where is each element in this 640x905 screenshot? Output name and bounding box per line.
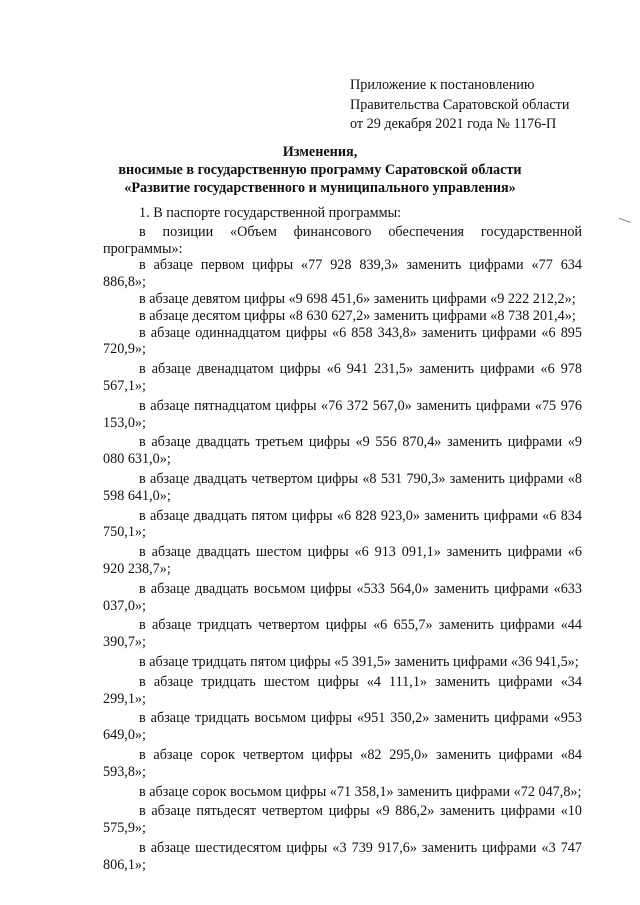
title-line: Изменения,: [282, 144, 358, 160]
approval-header-line: Приложение к постановлению: [350, 77, 535, 93]
paragraph: в абзаце двенадцатом цифры «6 941 231,5» заменить цифрами «6 978 567,1»;: [103, 361, 582, 394]
paragraph: в абзаце пятьдесят четвертом цифры «9 886,2» заменить цифрами «10 575,9»;: [103, 803, 582, 837]
approval-header-line: Правительства Саратовской области: [350, 96, 570, 113]
paragraph: в абзаце сорок восьмом цифры «71 358,1» заменить цифрами «72 047,8»;: [139, 783, 582, 800]
paragraph-intro: в позиции «Объем финансового обеспечения государственной программы»:: [103, 223, 582, 257]
paragraph: в абзаце десятом цифры «8 630 627,2» заменить цифрами «8 738 201,4»;: [139, 307, 576, 324]
paragraph: в абзаце первом цифры «77 928 839,3» заменить цифрами «77 634 886,8»;: [103, 257, 582, 291]
paragraph: в абзаце тридцать четвертом цифры «6 655,7» заменить цифрами «44 390,7»;: [103, 617, 582, 651]
title-line: «Развитие государственного и муниципального управления»: [124, 180, 516, 196]
scan-mark: [619, 210, 633, 223]
paragraph: в абзаце сорок четвертом цифры «82 295,0» заменить цифрами «84 593,8»;: [103, 746, 582, 780]
paragraph: в абзаце одиннадцатом цифры «6 858 343,8» заменить цифрами «6 895 720,9»;: [103, 324, 582, 358]
document-title: [0, 143, 640, 197]
paragraph: в абзаце тридцать восьмом цифры «951 350,2» заменить цифрами «953 649,0»;: [103, 710, 582, 744]
paragraph: в абзаце тридцать шестом цифры «4 111,1» заменить цифрами «34 299,1»;: [103, 673, 582, 707]
paragraph: в абзаце двадцать четвертом цифры «8 531 790,3» заменить цифрами «8 598 641,0»;: [103, 470, 582, 504]
section-heading: 1. В паспорте государственной программы:: [139, 205, 402, 221]
approval-header: [350, 76, 600, 135]
approval-header-line: от 29 декабря 2021 года № 1176-П: [350, 116, 557, 132]
document-body: [103, 205, 582, 873]
paragraph: в абзаце двадцать пятом цифры «6 828 923,0» заменить цифрами «6 834 750,1»;: [103, 507, 582, 541]
paragraph: в абзаце двадцать третьем цифры «9 556 870,4» заменить цифрами «9 080 631,0»;: [103, 434, 582, 468]
paragraph: в абзаце тридцать пятом цифры «5 391,5» заменить цифрами «36 941,5»;: [139, 653, 579, 670]
title-line: вносимые в государственную программу Саратовской области: [118, 162, 522, 178]
paragraph: в абзаце двадцать шестом цифры «6 913 091,1» заменить цифрами «6 920 238,7»;: [103, 544, 582, 577]
paragraph: в абзаце девятом цифры «9 698 451,6» заменить цифрами «9 222 212,2»;: [139, 290, 576, 307]
paragraph: в абзаце двадцать восьмом цифры «533 564,0» заменить цифрами «633 037,0»;: [103, 580, 582, 614]
paragraph: в абзаце пятнадцатом цифры «76 372 567,0» заменить цифрами «75 976 153,0»;: [103, 397, 582, 431]
paragraph: в абзаце шестидесятом цифры «3 739 917,6» заменить цифрами «3 747 806,1»;: [103, 839, 582, 873]
